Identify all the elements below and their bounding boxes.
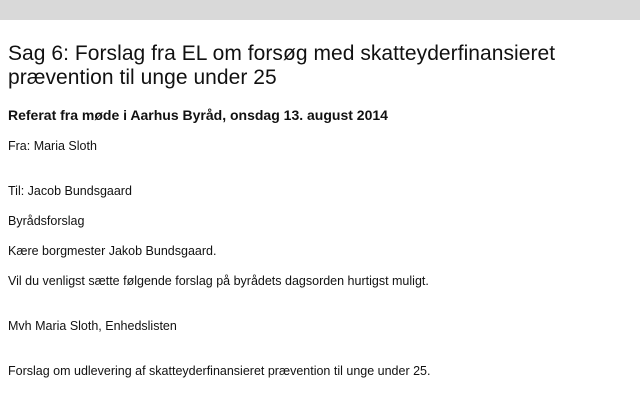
greeting-line: Kære borgmester Jakob Bundsgaard.	[8, 244, 217, 258]
proposal-line: Forslag om udlevering af skatteyderfinansieret prævention til unge under 25.	[8, 364, 431, 378]
top-scroll-bar	[0, 0, 640, 20]
signoff-line: Mvh Maria Sloth, Enhedslisten	[8, 319, 177, 333]
document-content	[8, 42, 632, 378]
from-line: Fra: Maria Sloth	[8, 139, 97, 153]
document-type: Byrådsforslag	[8, 214, 85, 228]
page-title: Sag 6: Forslag fra EL om forsøg med skatteyderfinansieret prævention til unge under 25	[8, 42, 556, 89]
request-line: Vil du venligst sætte følgende forslag på byrådets dagsorden hurtigst muligt.	[8, 274, 429, 288]
meeting-subtitle: Referat fra møde i Aarhus Byråd, onsdag 13. august 2014	[8, 107, 388, 123]
to-line: Til: Jacob Bundsgaard	[8, 184, 132, 198]
